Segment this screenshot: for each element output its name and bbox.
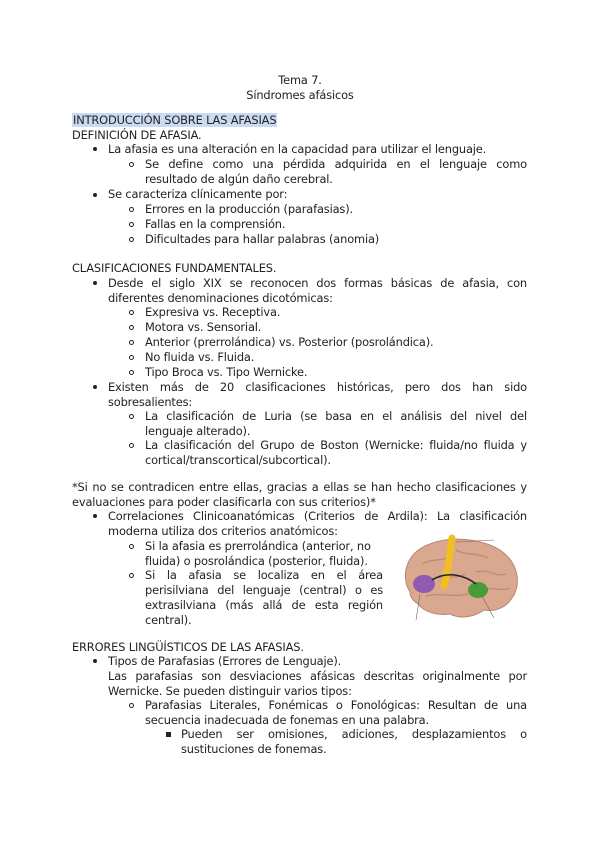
list-item: La afasia es una alteración en la capacidad para utilizar el lenguaje. <box>108 142 487 156</box>
list-item: Se define como una pérdida adquirida en el lenguaje como <box>145 157 527 171</box>
doc-subtitle: Síndromes afásicos <box>246 88 354 102</box>
list-item-cont: moderna utiliza dos criterios anatómicos: <box>108 524 338 538</box>
note-text: *Si no se contradicen entre ellas, gracias a ellas se han hecho clasificaciones y <box>72 480 527 494</box>
list-item: Se caracteriza clínicamente por: <box>108 187 288 201</box>
bullet-circle <box>129 370 134 375</box>
list-item: Dificultades para hallar palabras (anomia) <box>145 232 380 246</box>
bullet-dot <box>93 147 97 151</box>
list-item: Existen más de 20 clasificaciones históricas, pero dos han sido <box>108 380 527 394</box>
list-item: Correlaciones Clinicoanatómicas (Criterios de Ardila): La clasificación <box>108 509 527 523</box>
bullet-circle <box>129 414 134 419</box>
bullet-dot <box>93 281 97 285</box>
section-heading-clasificaciones: CLASIFICACIONES FUNDAMENTALES. <box>72 261 277 275</box>
bullet-circle <box>129 207 134 212</box>
bullet-circle <box>129 340 134 345</box>
list-item: Fallas en la comprensión. <box>145 217 286 231</box>
list-item: No fluida vs. Fluida. <box>145 350 255 364</box>
list-item-cont: sobresalientes: <box>108 395 193 409</box>
list-item: Errores en la producción (parafasias). <box>145 202 353 216</box>
bullet-dot <box>93 385 97 389</box>
list-item-cont: fluida) o posrolándica (posterior, fluida). <box>145 554 368 568</box>
doc-title: Tema 7. <box>278 73 322 87</box>
bullet-dot <box>93 193 97 197</box>
list-item: Anterior (prerrolándica) vs. Posterior (posrolándica). <box>145 335 434 349</box>
list-item: Tipos de Parafasias (Errores de Lenguaje). <box>108 654 342 668</box>
bullet-circle <box>129 222 134 227</box>
bullet-circle <box>129 703 134 708</box>
list-item: Si la afasia se localiza en el área <box>145 568 383 582</box>
list-item: La clasificación del Grupo de Boston (Wernicke: fluida/no fluida y <box>145 438 527 452</box>
list-item: Desde el siglo XIX se reconocen dos formas básicas de afasia, con <box>108 276 527 290</box>
list-item-cont: perisilviana del lenguaje (central) o es <box>145 583 383 597</box>
bullet-circle <box>129 237 134 242</box>
bullet-circle <box>129 544 134 549</box>
list-item: Si la afasia es prerrolándica (anterior, no <box>145 539 371 553</box>
section-heading-errores: ERRORES LINGÜÍSTICOS DE LAS AFASIAS. <box>72 640 304 654</box>
list-item: Motora vs. Sensorial. <box>145 320 262 334</box>
list-item-cont: secuencia inadecuada de fonemas en una palabra. <box>145 713 429 727</box>
list-item-cont: lenguaje alterado). <box>145 424 251 438</box>
list-item: Pueden ser omisiones, adiciones, desplazamientos o <box>181 727 527 741</box>
note-text-cont: evaluaciones para poder clasificarla con sus criterios)* <box>72 495 376 509</box>
paragraph-cont: Wernicke. Se pueden distinguir varios tipos: <box>108 684 352 698</box>
bullet-dot <box>93 514 97 518</box>
list-item-cont: diferentes denominaciones dicotómicas: <box>108 291 333 305</box>
list-item: Tipo Broca vs. Tipo Wernicke. <box>145 365 308 379</box>
bullet-circle <box>129 355 134 360</box>
list-item-cont: sustituciones de fonemas. <box>181 742 327 756</box>
list-item-cont: central). <box>145 613 192 627</box>
list-item-cont: cortical/transcortical/subcortical). <box>145 453 331 467</box>
bullet-circle <box>129 310 134 315</box>
list-item: Parafasias Literales, Fonémicas o Fonológicas: Resultan de una <box>145 698 527 712</box>
bullet-circle <box>129 325 134 330</box>
brain-diagram-image <box>396 534 526 626</box>
section-heading-intro: INTRODUCCIÓN SOBRE LAS AFASIAS <box>73 113 277 127</box>
bullet-circle <box>129 443 134 448</box>
subheading-definicion: DEFINICIÓN DE AFASIA. <box>72 128 202 142</box>
list-item-cont: extrasilviana (más allá de esta región <box>145 598 383 612</box>
bullet-circle <box>129 162 134 167</box>
bullet-circle <box>129 573 134 578</box>
bullet-dot <box>93 659 97 663</box>
list-item: La clasificación de Luria (se basa en el análisis del nivel del <box>145 409 527 423</box>
list-item-cont: resultado de algún daño cerebral. <box>145 172 333 186</box>
bullet-square <box>166 732 171 737</box>
list-item: Expresiva vs. Receptiva. <box>145 305 281 319</box>
paragraph: Las parafasias son desviaciones afásicas descritas originalmente por <box>108 669 527 683</box>
